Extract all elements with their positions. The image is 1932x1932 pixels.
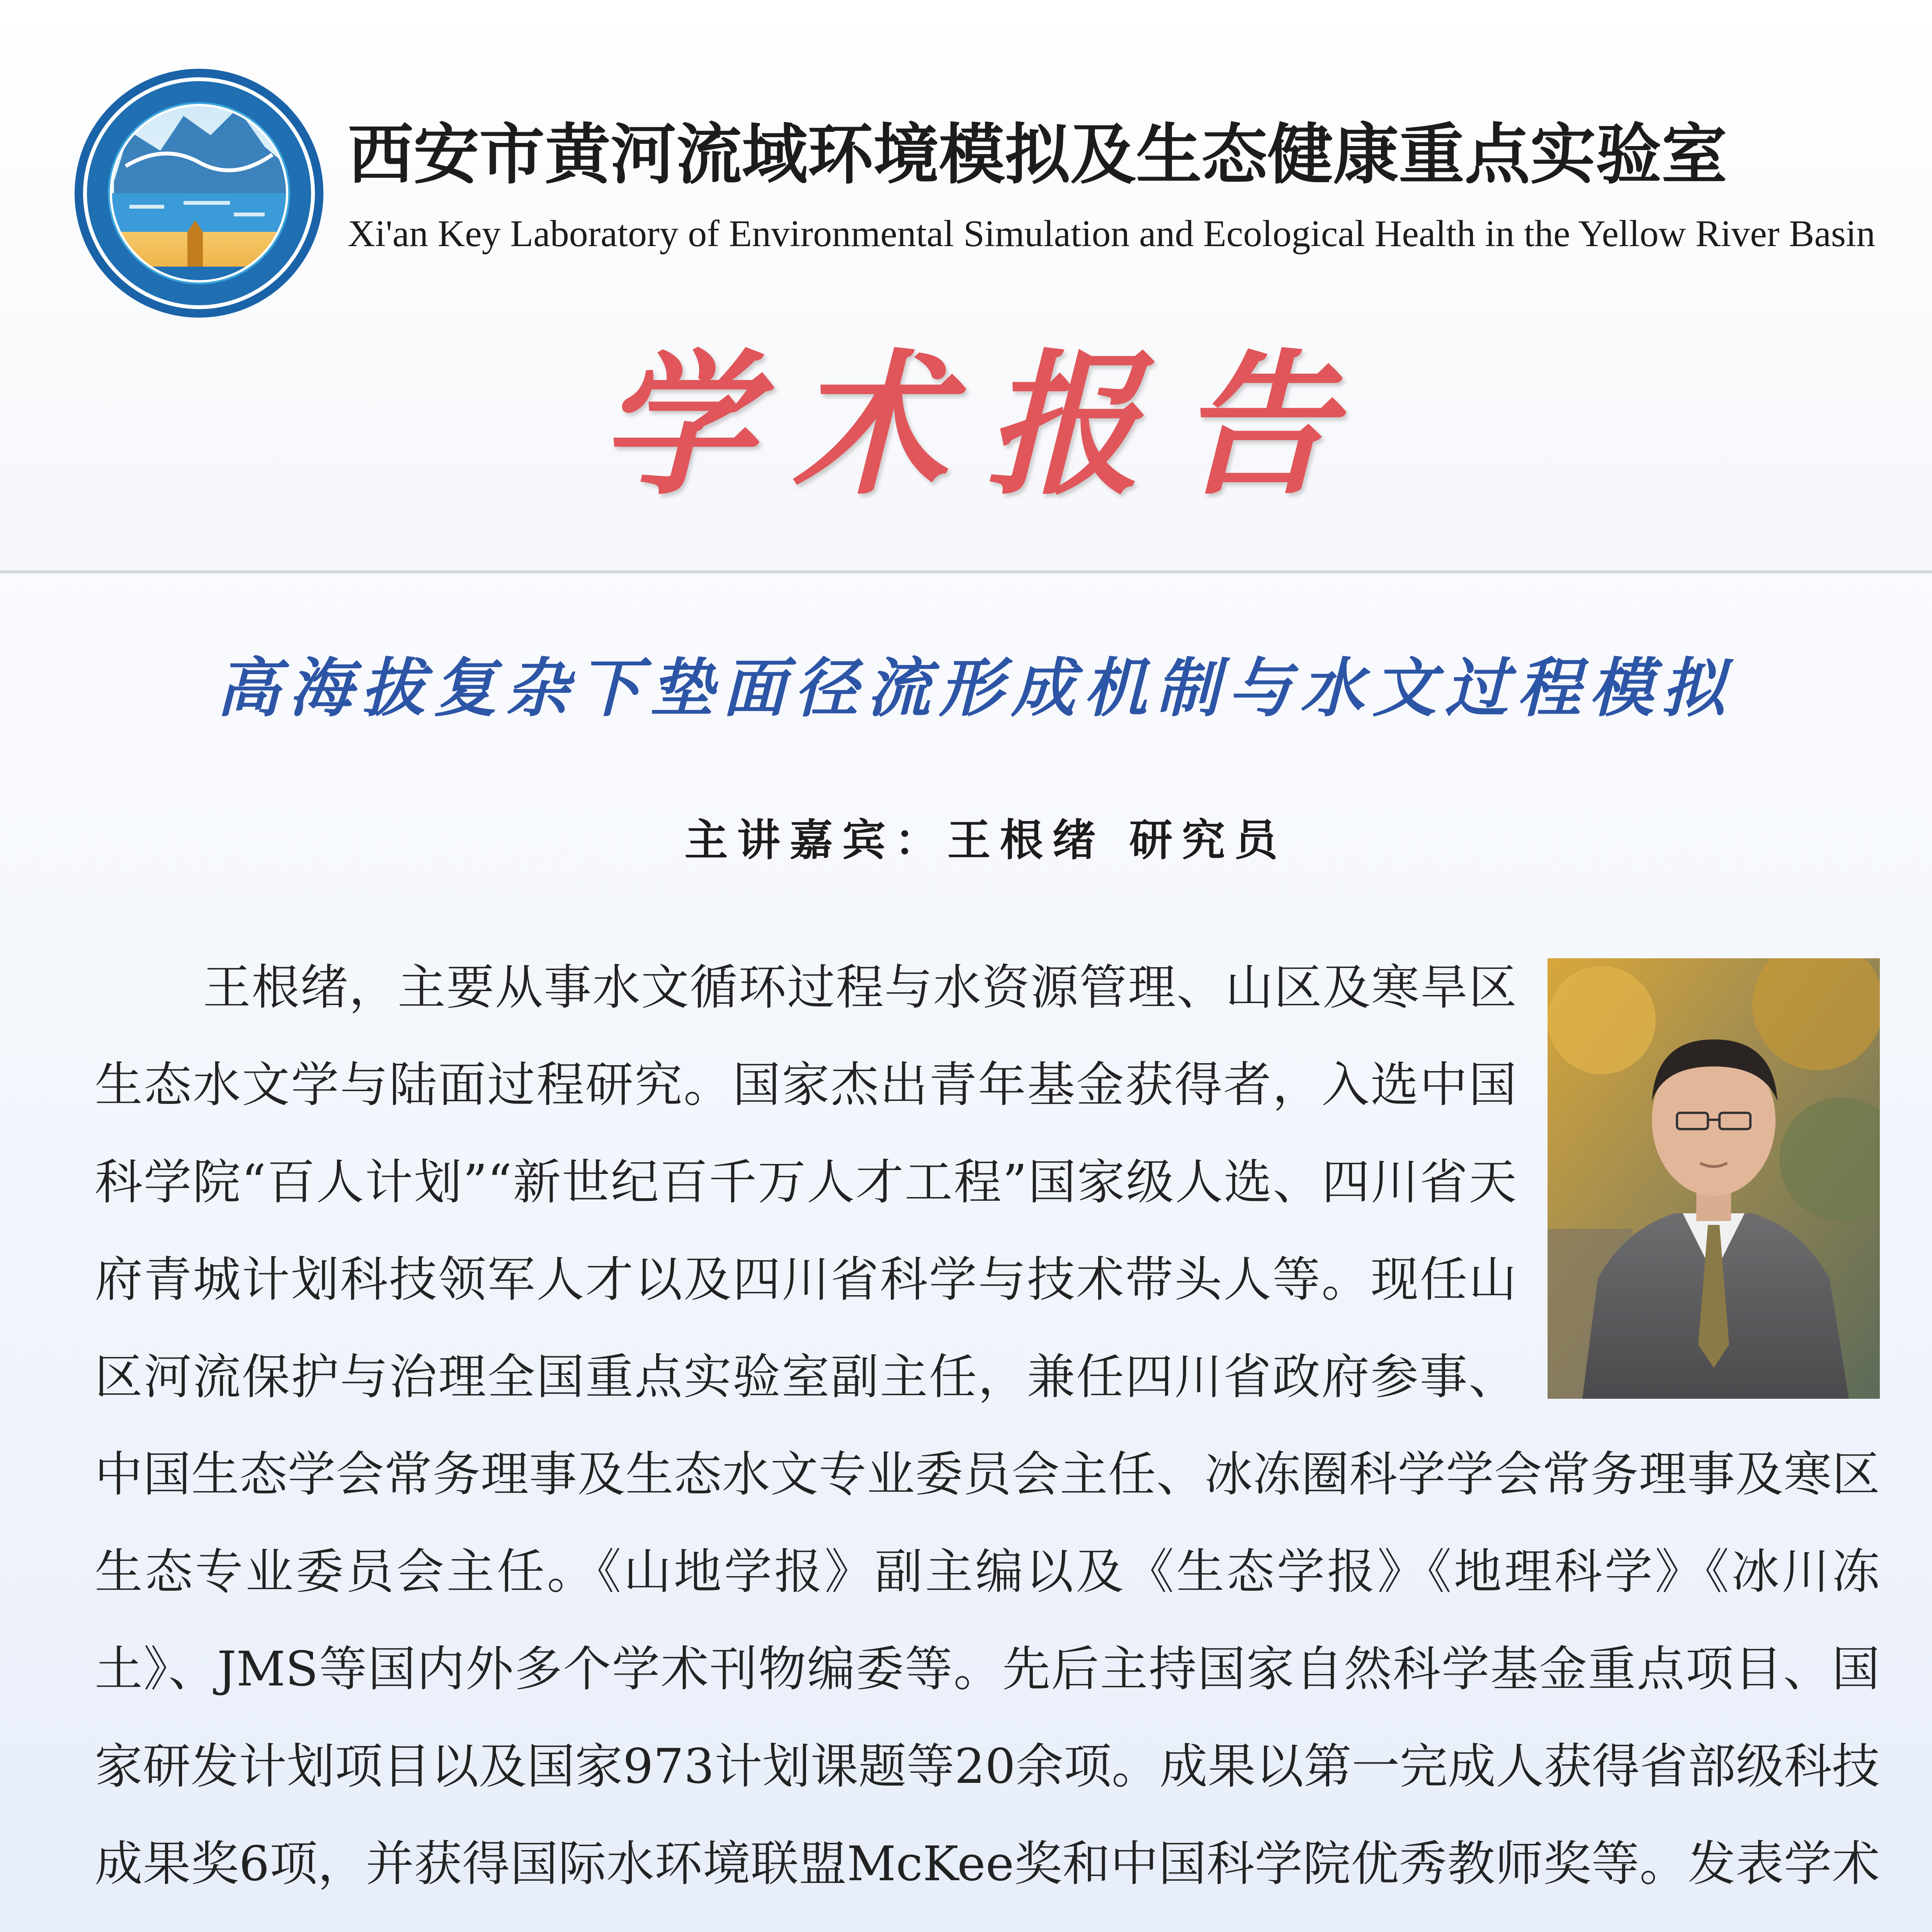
header-divider	[0, 570, 1932, 573]
event-title: 学术报告	[599, 334, 1372, 516]
speaker-line: 主讲嘉宾：王根绪 研究员	[684, 815, 1287, 866]
org-name-en: Xi'an Key Laboratory of Environmental Simulation and Ecological Health in the Yellow River Basin	[348, 213, 1876, 255]
bio-section	[95, 939, 1880, 1932]
lab-seal-icon	[71, 66, 327, 321]
talk-title: 高海拔复杂下垫面径流形成机制与水文过程模拟	[216, 650, 1734, 725]
org-name-cn: 西安市黄河流域环境模拟及生态健康重点实验室	[348, 116, 1728, 193]
speaker-bio: 王根绪，主要从事水文循环过程与水资源管理、山区及寒旱区生态水文学与陆面过程研究。国家杰出青年基金获得者，入选中国科学院“百人计划”“新世纪百千万人才工程”国家级人选、四川省天府青城计划科技领军人才以及四川省科学与技术带头人等。现任山区河流保护与治理全国重点实验室副主任，兼任四川省政府参事、中国生态学会常务理事及生态水文专业委员会主任、冰冻圈科学学会常务理事及寒区生态专业委员会主任。《山地学报》副主编以及《生态学报》《地理科学》《冰川冻土》、JMS等国内外多个学术刊物编委等。先后主持国家自然科学基金重点项目、国家研发计划项目以及国家973计划课题等20余项。成果以第一完成人获得省部级科技成果奖6项，并获得国际水环境联盟McKee奖和中国科学院优秀教师奖等。发表学术	[95, 960, 1880, 1892]
speaker-portrait	[1548, 958, 1880, 1399]
